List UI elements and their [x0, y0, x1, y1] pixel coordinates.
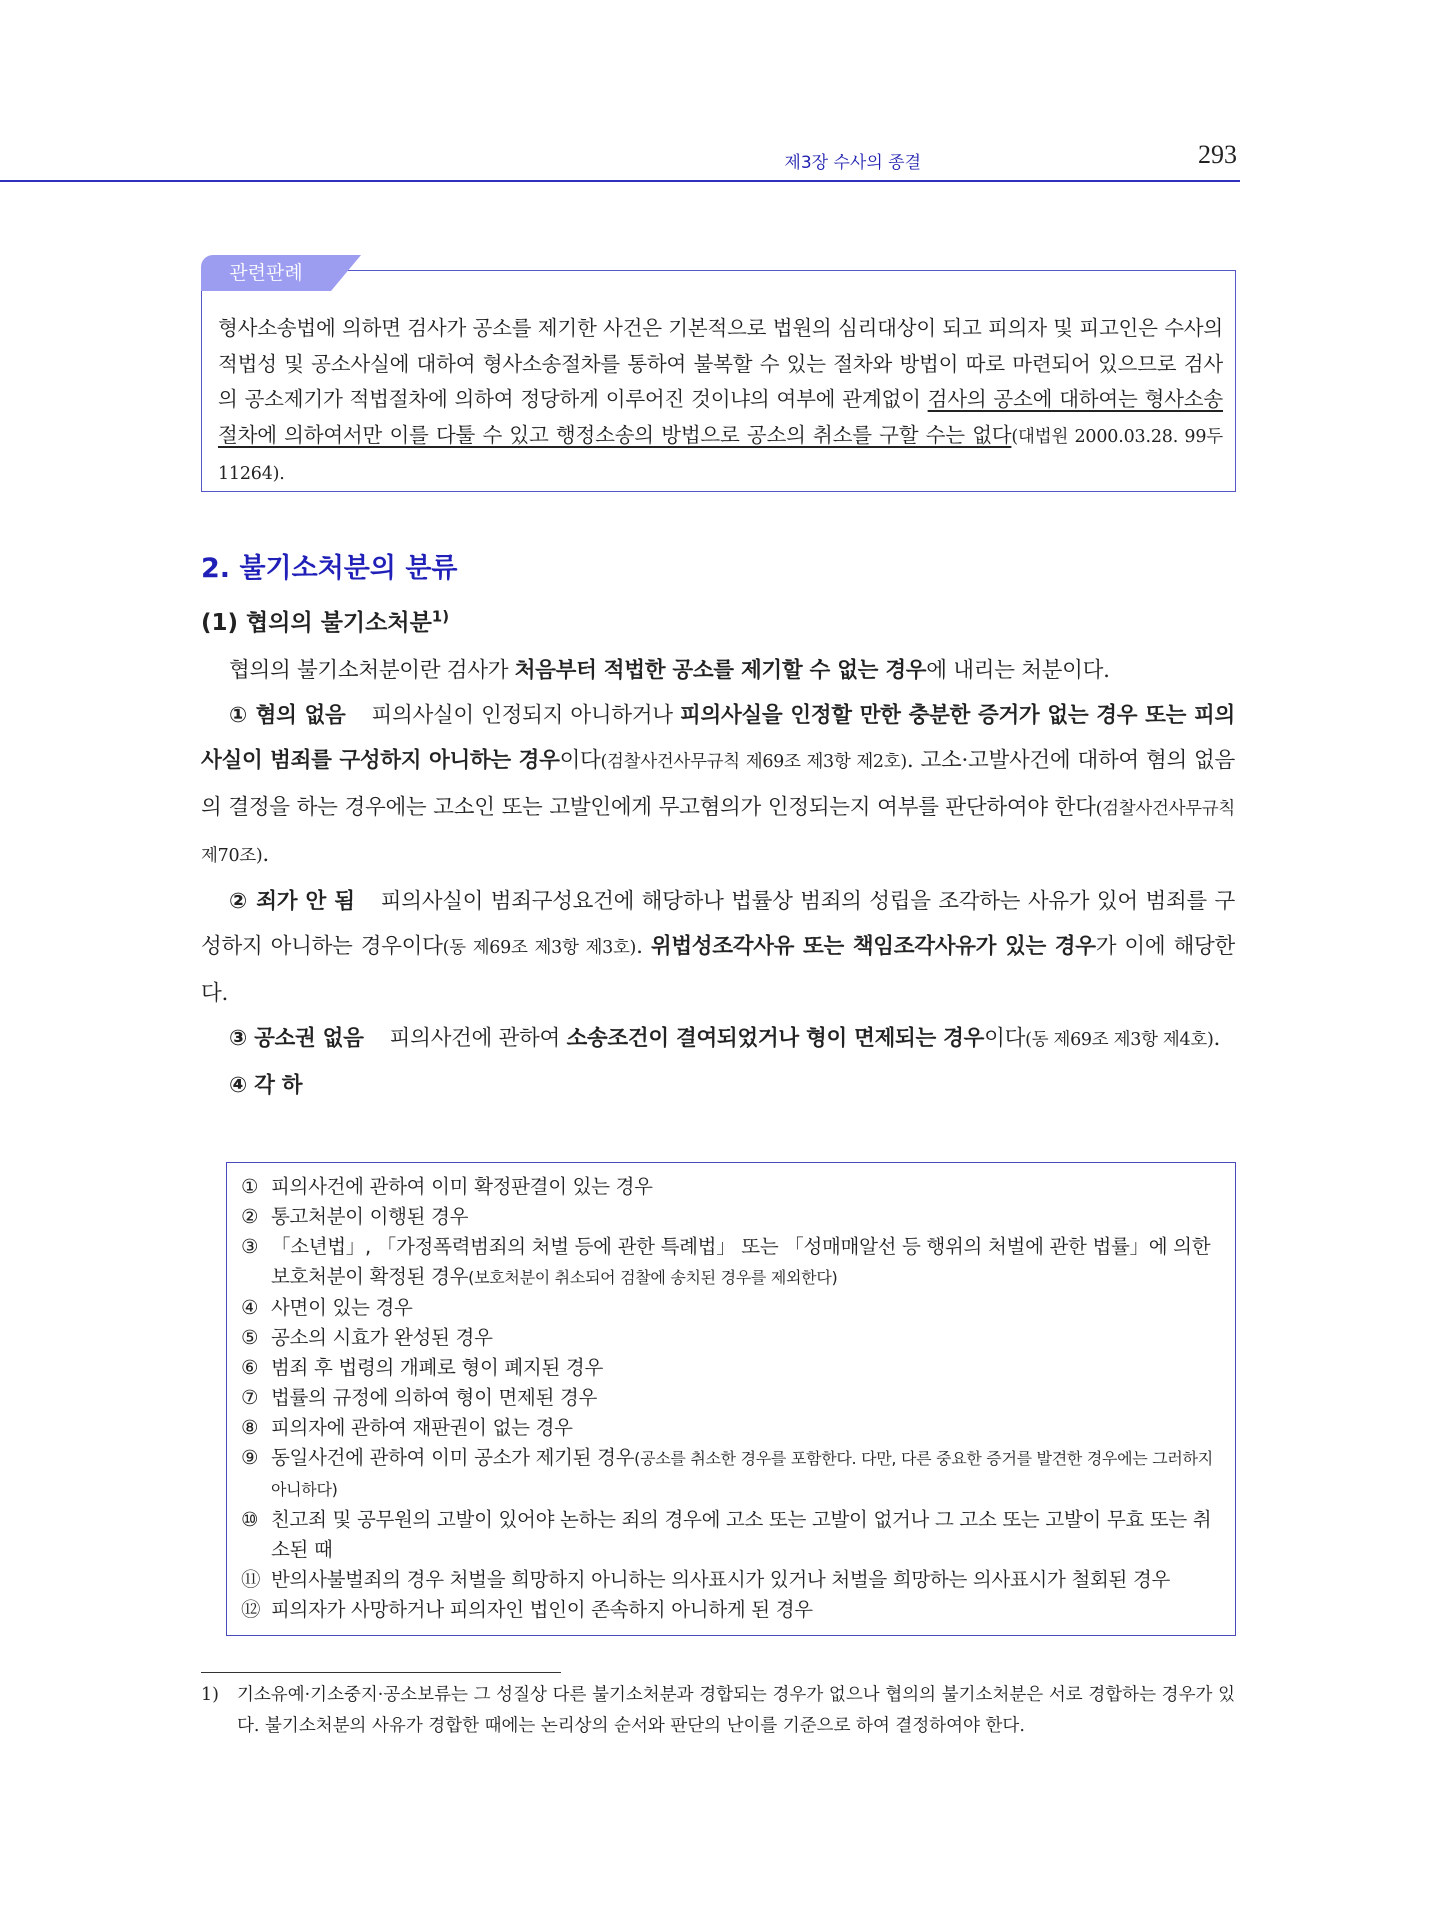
item-text: 이다	[984, 1026, 1026, 1051]
list-text	[271, 1595, 813, 1625]
list-text-main: 「소년법」, 「가정폭력범죄의 처벌 등에 관한 특례법」 또는 「성매매알선 등 행위의 처벌에 관한 법률」에 의한 보호처분이 확정된 경우	[271, 1235, 1211, 1288]
item-text: 피의사건에 관하여	[389, 1026, 567, 1051]
running-header-chapter: 제3장 수사의 종결	[784, 153, 921, 173]
list-number: ②	[241, 1205, 259, 1228]
intro-text: 협의의 불기소처분이란 검사가	[229, 658, 515, 683]
list-note: (보호처분이 취소되어 검찰에 송치된 경우를 제외한다)	[468, 1268, 838, 1287]
list-item	[241, 1202, 1226, 1232]
item-label: ② 죄가 안 됨	[229, 889, 355, 914]
list-number: ③	[241, 1235, 259, 1258]
header-rule	[0, 180, 1240, 182]
intro-text-end: 에 내리는 처분이다.	[926, 658, 1110, 683]
footnote-rule	[201, 1672, 561, 1673]
item-label: ③ 공소권 없음	[229, 1026, 364, 1051]
item-text: . 고소·고발사건에 대하여 혐의 없음의 결정을 하는 경우에는 고소인 또는 고발인에게 무고혐의가 인정되는지 여부를 판단하여야 한다	[201, 748, 1235, 820]
dismissal-list	[241, 1172, 1226, 1625]
list-number: ⑧	[241, 1416, 259, 1439]
list-item	[241, 1565, 1226, 1595]
list-number: ⑨	[241, 1446, 259, 1469]
list-item	[241, 1353, 1226, 1383]
related-case-citation: (대법원 2000.03.28. 99두11264).	[218, 426, 1223, 484]
list-text	[271, 1293, 413, 1323]
list-number: ④	[241, 1296, 259, 1319]
list-item	[241, 1505, 1226, 1565]
intro-paragraph	[201, 648, 1235, 693]
list-text-main: 친고죄 및 공무원의 고발이 있어야 논하는 죄의 경우에 고소 또는 고발이 없거나 그 고소 또는 고발이 무효 또는 취소된 때	[271, 1508, 1212, 1561]
list-text	[271, 1323, 493, 1353]
list-number: ①	[241, 1175, 259, 1198]
list-text-main: 사면이 있는 경우	[271, 1296, 413, 1319]
list-text-main: 법률의 규정에 의하여 형이 면제된 경우	[271, 1386, 598, 1409]
list-item	[241, 1232, 1226, 1293]
item-emphasis: 피의사실을 인정할 만한 충분한 증거가 없는 경우 또는 피의사실이 범죄를 구성하지 아니하는 경우	[201, 703, 1235, 773]
list-item	[241, 1443, 1226, 1505]
item-dismissal	[201, 1063, 1235, 1108]
page-number: 293	[1198, 140, 1237, 169]
list-text	[271, 1202, 468, 1232]
list-text	[271, 1443, 1226, 1505]
item-not-a-crime	[201, 879, 1235, 1016]
intro-emphasis: 처음부터 적법한 공소를 제기할 수 없는 경우	[514, 658, 927, 683]
list-number: ⑪	[241, 1568, 261, 1591]
list-item	[241, 1595, 1226, 1625]
list-text	[271, 1565, 1170, 1595]
footnote	[201, 1680, 1235, 1742]
footnote-number: 1)	[201, 1685, 219, 1705]
section-title: 2. 불기소처분의 분류	[201, 553, 458, 584]
list-text	[271, 1353, 603, 1383]
related-case-body: 형사소송법에 의하면 검사가 공소를 제기한 사건은 기본적으로 법원의 심리대상이 되고 피의자 및 피고인은 수사의 적법성 및 공소사실에 대하여 형사소송절차를 통하여 불복할 수 있는 절차와 방법이 따로 마련되어 있으므로 검사의 공소제기가 적법절차에 의하여 정당하게 이루어진 것이냐의 여부에 관계없이	[218, 316, 1223, 411]
item-text: 피의사실이 범죄구성요건에 해당하나 법률상 범죄의 성립을 조각하는 사유가 있어 범죄를 구성하지 아니하는 경우이다	[201, 889, 1235, 959]
item-reference: (동 제69조 제3항 제3호)	[442, 938, 637, 958]
list-text-main: 공소의 시효가 완성된 경우	[271, 1326, 493, 1349]
list-number: ⑩	[241, 1508, 259, 1531]
list-text-main: 피의사건에 관하여 이미 확정판결이 있는 경우	[271, 1175, 653, 1198]
item-reference: (검찰사건사무규칙 제69조 제3항 제2호)	[600, 752, 907, 772]
list-text-main: 반의사불벌죄의 경우 처벌을 희망하지 아니하는 의사표시가 있거나 처벌을 희망하는 의사표시가 철회된 경우	[271, 1568, 1171, 1591]
item-text: .	[262, 842, 269, 867]
list-number: ⑦	[241, 1386, 259, 1409]
list-item	[241, 1172, 1226, 1202]
item-text: 이다	[559, 748, 601, 773]
list-number: ⑫	[241, 1598, 261, 1621]
related-case-tab: 관련판례	[201, 255, 331, 291]
item-reference: (검찰사건사무규칙 제70조)	[201, 799, 1235, 866]
section-body	[201, 648, 1235, 1108]
footnote-text: 기소유예·기소중지·공소보류는 그 성질상 다른 불기소처분과 경합되는 경우가 없으나 협의의 불기소처분은 서로 경합하는 경우가 있다. 불기소처분의 사유가 경합한 때에는 논리상의 순서와 판단의 난이를 기준으로 하여 결정하여야 한다.	[237, 1685, 1235, 1736]
list-number: ⑥	[241, 1356, 259, 1379]
list-text-main: 피의자에 관하여 재판권이 없는 경우	[271, 1416, 573, 1439]
list-text-main: 동일사건에 관하여 이미 공소가 제기된 경우	[271, 1446, 635, 1469]
list-text	[271, 1383, 597, 1413]
subsection-title-text: (1) 협의의 불기소처분	[201, 610, 432, 636]
list-text	[271, 1172, 653, 1202]
list-text-main: 피의자가 사망하거나 피의자인 법인이 존속하지 아니하게 된 경우	[271, 1598, 813, 1621]
footnote-ref: 1)	[431, 607, 450, 626]
related-case-text	[218, 311, 1223, 493]
item-emphasis: 소송조건이 결여되었거나 형이 면제되는 경우	[566, 1026, 985, 1051]
list-text-main: 범죄 후 법령의 개폐로 형이 폐지된 경우	[271, 1356, 603, 1379]
item-no-prosecution-right	[201, 1016, 1235, 1063]
list-item	[241, 1383, 1226, 1413]
list-item	[241, 1413, 1226, 1443]
list-item	[241, 1323, 1226, 1353]
list-text	[271, 1505, 1226, 1565]
list-text	[271, 1413, 573, 1443]
related-case-underlined: 검사의 공소에 대하여는 형사소송절차에 의하여서만 이를 다툴 수 있고 행정소송의 방법으로 공소의 취소를 구할 수는 없다	[218, 387, 1223, 447]
item-reference: (동 제69조 제3항 제4호)	[1025, 1030, 1214, 1050]
subsection-title	[201, 604, 449, 637]
item-text: 가 이에 해당한다.	[201, 934, 1235, 1006]
list-text	[271, 1232, 1226, 1293]
list-note: (공소를 취소한 경우를 포함한다. 다만, 다른 중요한 증거를 발견한 경우에는 그러하지 아니하다)	[271, 1449, 1213, 1499]
item-label: ① 혐의 없음	[229, 703, 346, 728]
item-text: 피의사실이 인정되지 아니하거나	[371, 703, 681, 728]
list-item	[241, 1293, 1226, 1323]
item-text: .	[636, 934, 651, 959]
list-number: ⑤	[241, 1326, 259, 1349]
item-text: .	[1213, 1026, 1221, 1051]
item-label: ④ 각 하	[229, 1073, 303, 1098]
item-no-suspicion	[201, 693, 1235, 879]
list-text-main: 통고처분이 이행된 경우	[271, 1205, 469, 1228]
item-emphasis: 위법성조각사유 또는 책임조각사유가 있는 경우	[650, 934, 1096, 959]
